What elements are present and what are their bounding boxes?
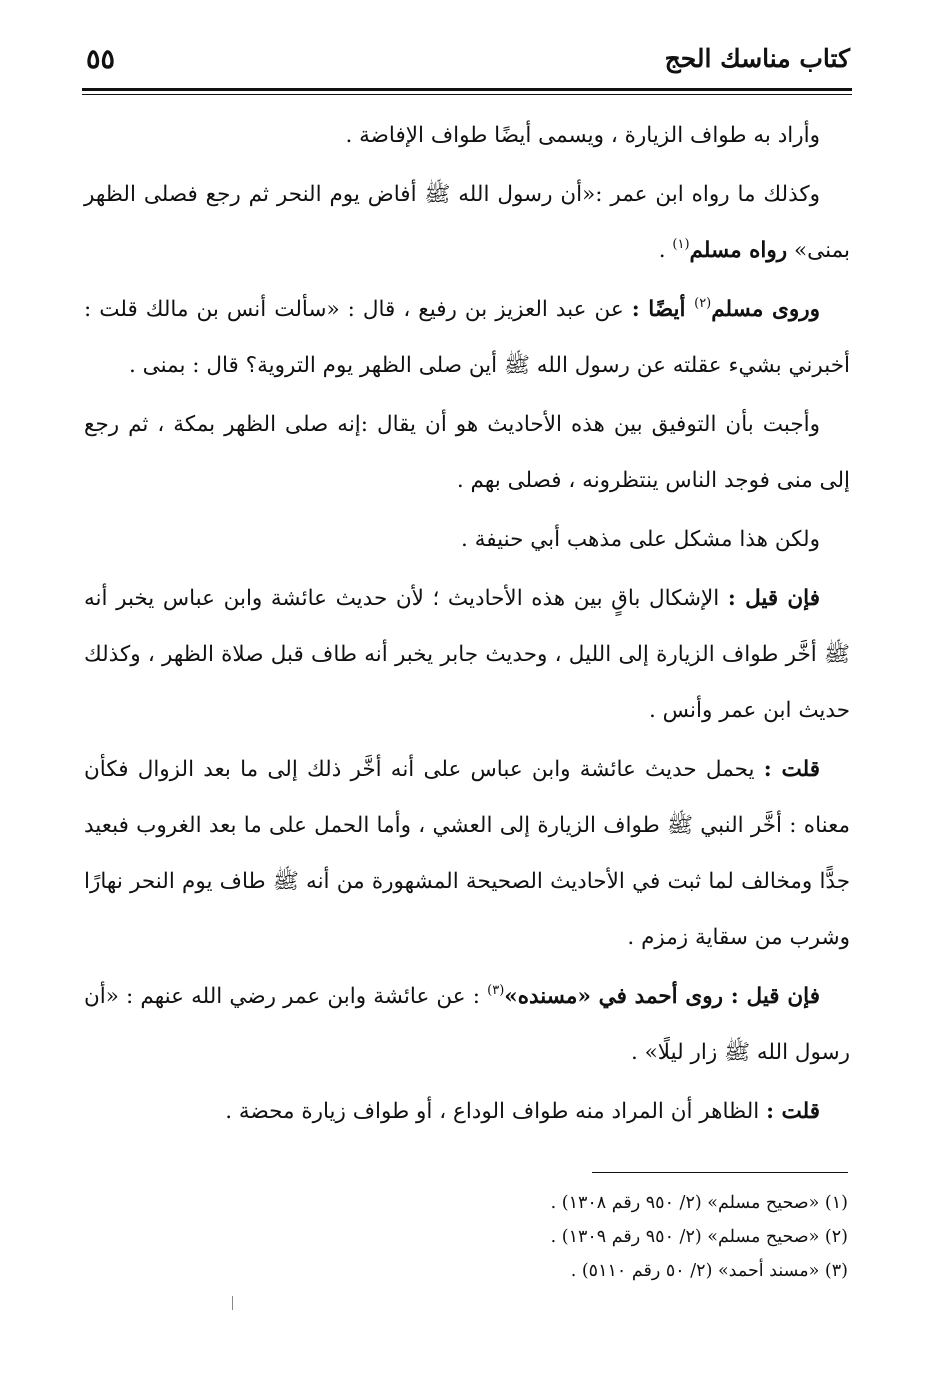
footnote-ref-2: (٢) <box>694 296 712 311</box>
answer-label-2: قلت : <box>766 1099 820 1124</box>
footnote-ref-3: (٣) <box>487 983 505 998</box>
running-header <box>82 38 852 90</box>
page-number: ٥٥ <box>86 44 116 75</box>
footnote-1: (١) «صحيح مسلم» (٢/ ٩٥٠ رقم ١٣٠٨) . <box>550 1193 848 1213</box>
citation-bold: رواه مسلم <box>689 238 788 263</box>
paragraph-8: فإن قيل : روى أحمد في «مسنده»$^{(٣)}$ : عن عائشة وابن عمر رضي الله عنهم : «أن رسول الله ﷺ زار ليلًا» . <box>84 983 850 1065</box>
header-rule-thin <box>82 94 852 95</box>
footnote-separator <box>592 1172 848 1173</box>
header-rule <box>82 88 852 91</box>
footnote-ref-1: (١) <box>672 237 690 252</box>
footnote-3: (٣) «مسند أحمد» (٢/ ٥٠ رقم ٥١١٠) . <box>570 1261 848 1281</box>
book-title: كتاب مناسك الحج <box>664 44 850 73</box>
paragraph-4: وأجبت بأن التوفيق بين هذه الأحاديث هو أن يقال :إنه صلى الظهر بمكة ، ثم رجع إلى منى فوجد الناس ينتظرونه ، فصلى بهم . <box>84 412 850 493</box>
paragraph-2: وكذلك ما رواه ابن عمر :«أن رسول الله ﷺ أفاض يوم النحر ثم رجع فصلى الظهر بمنى» رواه مسلم$^{(١)}$ . <box>84 182 850 263</box>
footnotes <box>84 1186 848 1288</box>
footnote-2: (٢) «صحيح مسلم» (٢/ ٩٥٠ رقم ١٣٠٩) . <box>550 1227 848 1247</box>
objection-label: فإن قيل : <box>727 586 820 611</box>
paragraph-6: فإن قيل : الإشكال باقٍ بين هذه الأحاديث ؛ لأن حديث عائشة وابن عباس يخبر أنه ﷺ أخَّر طواف الزيارة إلى الليل ، وحديث جابر يخبر أنه طاف قبل صلاة الظهر ، وكذلك حديث ابن عمر وأنس . <box>84 586 850 723</box>
paragraph-3: وروى مسلم$^{(٢)}$ أيضًا : عن عبد العزيز بن رفيع ، قال : «سألت أنس بن مالك قلت : أخبرني بشيء عقلته عن رسول الله ﷺ أين صلى الظهر يوم التروية؟ قال : بمنى . <box>84 296 850 378</box>
paragraph-7: قلت : يحمل حديث عائشة وابن عباس على أنه أخَّر ذلك إلى ما بعد الزوال فكأن معناه : أخَّر النبي ﷺ طواف الزيارة إلى العشي ، وأما الحمل على ما بعد الغروب فبعيد جدًّا ومخالف لما ثبت في الأحاديث الصحيحة المشهورة من أنه ﷺ طاف يوم النحر نهارًا وشرب من سقاية زمزم . <box>84 757 850 950</box>
objection-label-2: فإن قيل : روى أحمد في «مسنده» <box>504 984 820 1009</box>
paragraph-9: قلت : الظاهر أن المراد منه طواف الوداع ، أو طواف زيارة محضة . <box>225 1099 820 1124</box>
answer-label: قلت : <box>763 757 820 782</box>
narrator-bold: وروى مسلم <box>711 297 821 322</box>
main-text <box>84 108 850 1140</box>
scan-mark <box>232 1296 234 1310</box>
paragraph-5: ولكن هذا مشكل على مذهب أبي حنيفة . <box>461 527 820 552</box>
paragraph-1: وأراد به طواف الزيارة ، ويسمى أيضًا طواف الإفاضة . <box>345 123 820 148</box>
